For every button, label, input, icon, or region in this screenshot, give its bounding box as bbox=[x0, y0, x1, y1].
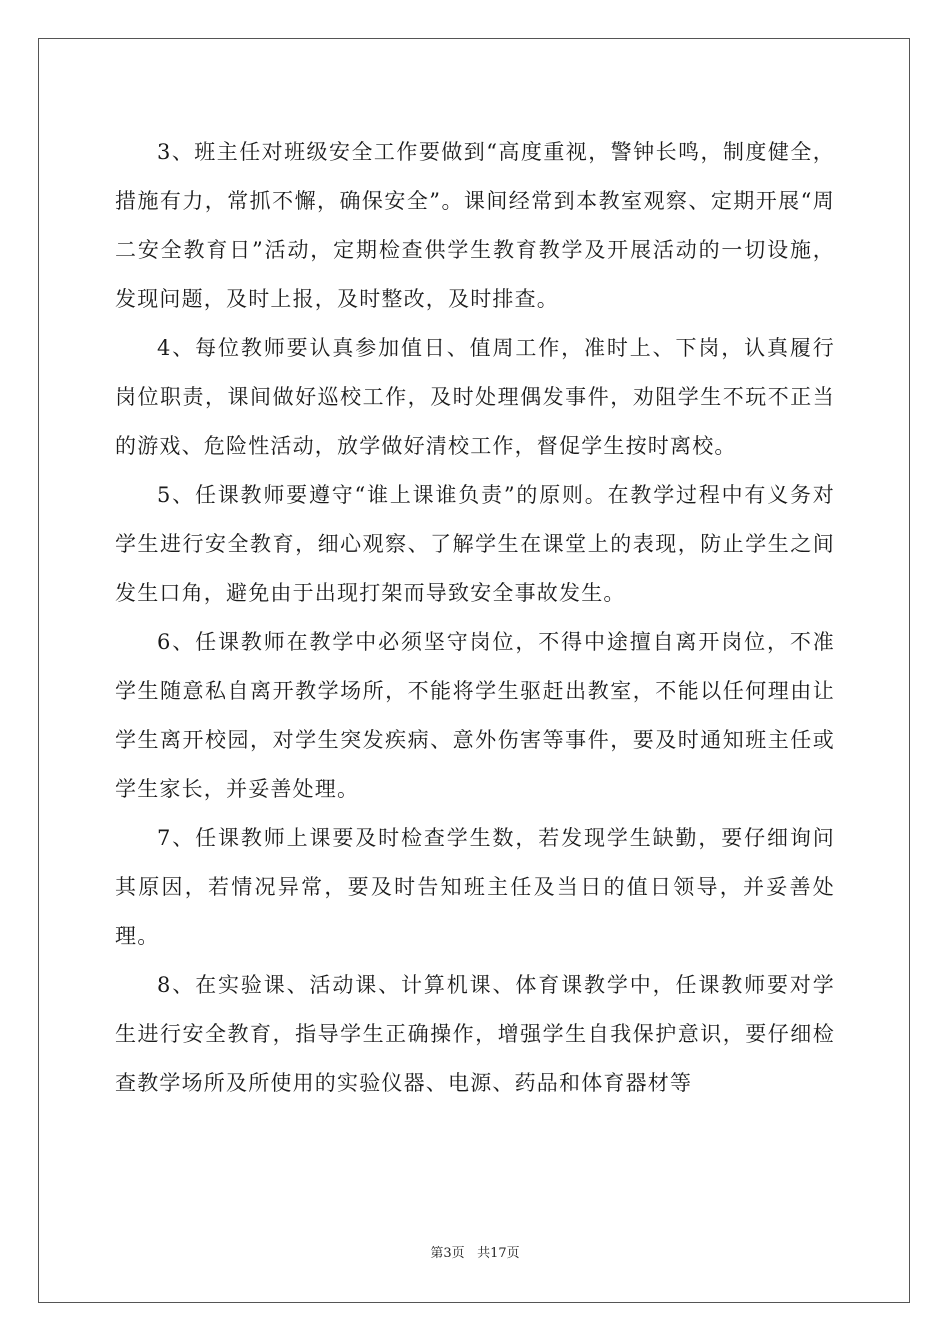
paragraph-3: 3、班主任对班级安全工作要做到“高度重视，警钟长鸣，制度健全，措施有力，常抓不懈，确保安全”。课间经常到本教室观察、定期开展“周二安全教育日”活动，定期检查供学生教育教学及开展活动的一切设施，发现问题，及时上报，及时整改，及时排查。 bbox=[115, 140, 835, 311]
paragraph-7: 7、任课教师上课要及时检查学生数，若发现学生缺勤，要仔细询问其原因，若情况异常，要及时告知班主任及当日的值日领导，并妥善处理。 bbox=[115, 826, 835, 948]
page-number-current: 第3页 bbox=[430, 1246, 465, 1261]
page-footer bbox=[0, 1246, 950, 1262]
paragraph-4: 4、每位教师要认真参加值日、值周工作，准时上、下岗，认真履行岗位职责，课间做好巡校工作，及时处理偶发事件，劝阻学生不玩不正当的游戏、危险性活动，放学做好清校工作，督促学生按时离校。 bbox=[115, 336, 835, 458]
paragraph-8: 8、在实验课、活动课、计算机课、体育课教学中，任课教师要对学生进行安全教育，指导学生正确操作，增强学生自我保护意识，要仔细检查教学场所及所使用的实验仪器、电源、药品和体育器材等 bbox=[115, 973, 835, 1095]
document-body bbox=[115, 128, 835, 1108]
footer-spacer bbox=[465, 1246, 477, 1261]
paragraph-6: 6、任课教师在教学中必须坚守岗位，不得中途擅自离开岗位，不准学生随意私自离开教学场所，不能将学生驱赶出教室，不能以任何理由让学生离开校园，对学生突发疾病、意外伤害等事件，要及时通知班主任或学生家长，并妥善处理。 bbox=[115, 630, 835, 801]
paragraph-5: 5、任课教师要遵守“谁上课谁负责”的原则。在教学过程中有义务对学生进行安全教育，细心观察、了解学生在课堂上的表现，防止学生之间发生口角，避免由于出现打架而导致安全事故发生。 bbox=[115, 483, 835, 605]
page-number-total: 共17页 bbox=[477, 1246, 520, 1261]
